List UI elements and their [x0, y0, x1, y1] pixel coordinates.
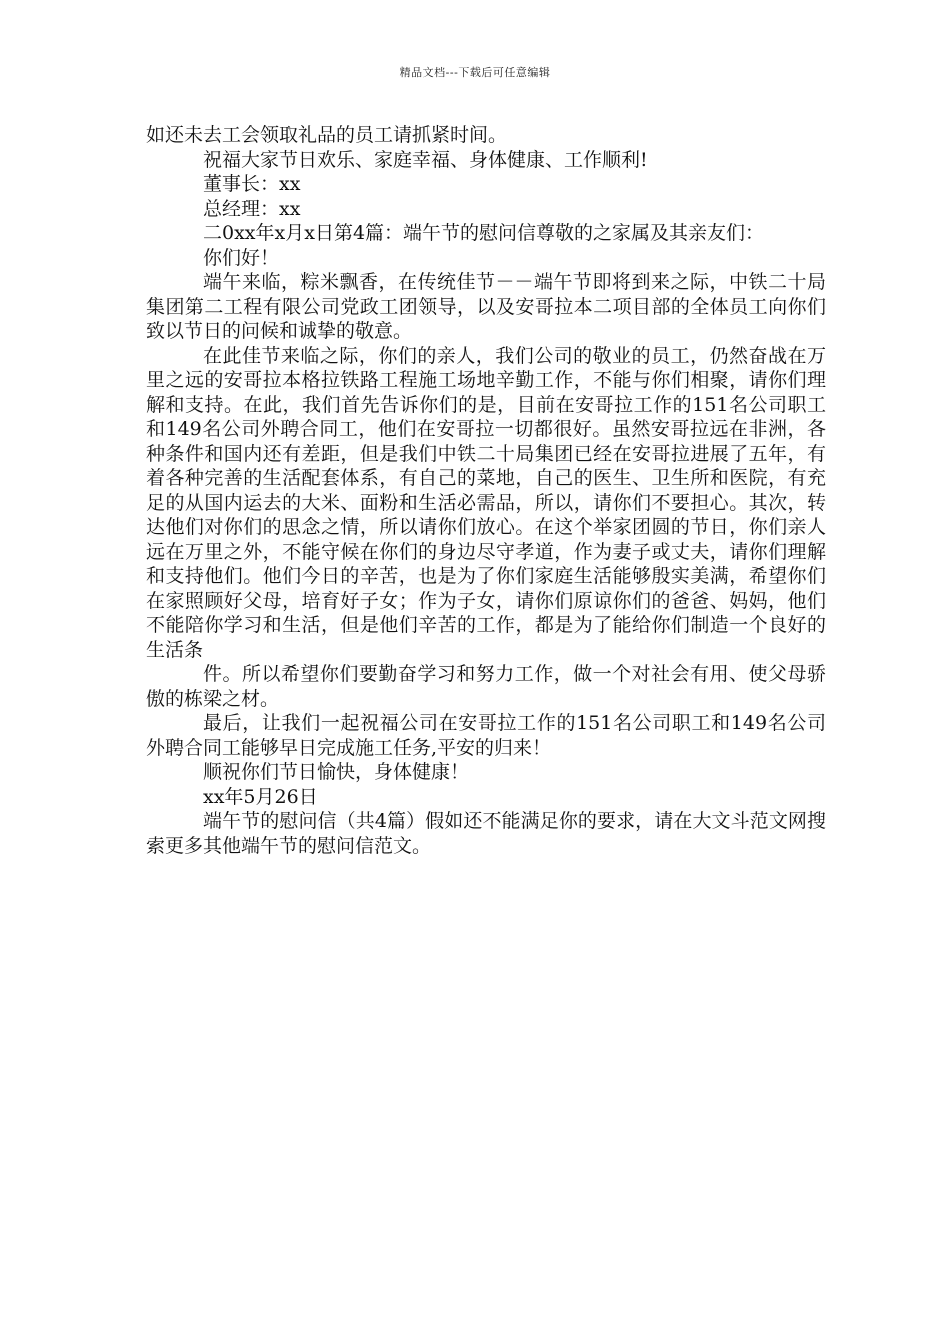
paragraph-continuation: 件。所以希望你们要勤奋学习和努力工作，做一个对社会有用、使父母骄傲的栋梁之材。	[146, 663, 826, 710]
paragraph-intro: 端午来临，粽米飘香，在传统佳节－－端午节即将到来之际，中铁二十局集团第二工程有限公司党政工团领导，以及安哥拉本二项目部的全体员工向你们致以节日的问候和诚挚的敬意。	[146, 271, 826, 342]
paragraph-final-wish: 最后，让我们一起祝福公司在安哥拉工作的151名公司职工和149名公司外聘合同工能够早日完成施工任务,平安的归来！	[146, 712, 826, 759]
paragraph-date: xx年5月26日	[203, 785, 318, 808]
paragraph-main: 在此佳节来临之际，你们的亲人，我们公司的敬业的员工，仍然奋战在万里之远的安哥拉本格拉铁路工程施工场地辛勤工作，不能与你们相聚，请你们理解和支持。在此，我们首先告诉你们的是，目前在安哥拉工作的151名公司职工和149名公司外聘合同工，他们在安哥拉一切都很好。虽然安哥拉远在非洲，各种条件和国内还有差距，但是我们中铁二十局集团已经在安哥拉进展了五年，有着各种完善的生活配套体系，有自己的菜地，自己的医生、卫生所和医院，有充足的从国内运去的大米、面粉和生活必需品，所以，请你们不要担心。其次，转达他们对你们的思念之情，所以请你们放心。在这个举家团圆的节日，你们亲人远在万里之外，不能守候在你们的身边尽守孝道，作为妻子或丈夫，请你们理解和支持他们。他们今日的辛苦，也是为了你们家庭生活能够殷实美满，希望你们在家照顾好父母，培育好子女；作为子女，请你们原谅你们的爸爸、妈妈，他们不能陪你学习和生活，但是他们辛苦的工作，都是为了能给你们制造一个良好的生活条	[146, 344, 826, 661]
paragraph-wishes: 祝福大家节日欢乐、家庭幸福、身体健康、工作顺利!	[203, 148, 648, 171]
page-header: 精品文档---下载后可任意编辑	[399, 66, 551, 79]
paragraph-date-and-title: 二0xx年x月x日第4篇：端午节的慰问信尊敬的之家属及其亲友们：	[203, 222, 765, 244]
paragraph-closing-reminder: 如还未去工会领取礼品的员工请抓紧时间。	[146, 124, 508, 146]
paragraph-greeting: 你们好！	[203, 246, 280, 269]
signature-chairman: 董事长：xx	[203, 173, 301, 195]
signature-general-manager: 总经理：xx	[203, 197, 301, 220]
paragraph-footer-note: 端午节的慰问信（共4篇）假如还不能满足你的要求，请在大文斗范文网搜索更多其他端午节的慰问信范文。	[146, 810, 826, 857]
paragraph-regards: 顺祝你们节日愉快，身体健康！	[203, 761, 470, 783]
document-body	[146, 123, 826, 858]
